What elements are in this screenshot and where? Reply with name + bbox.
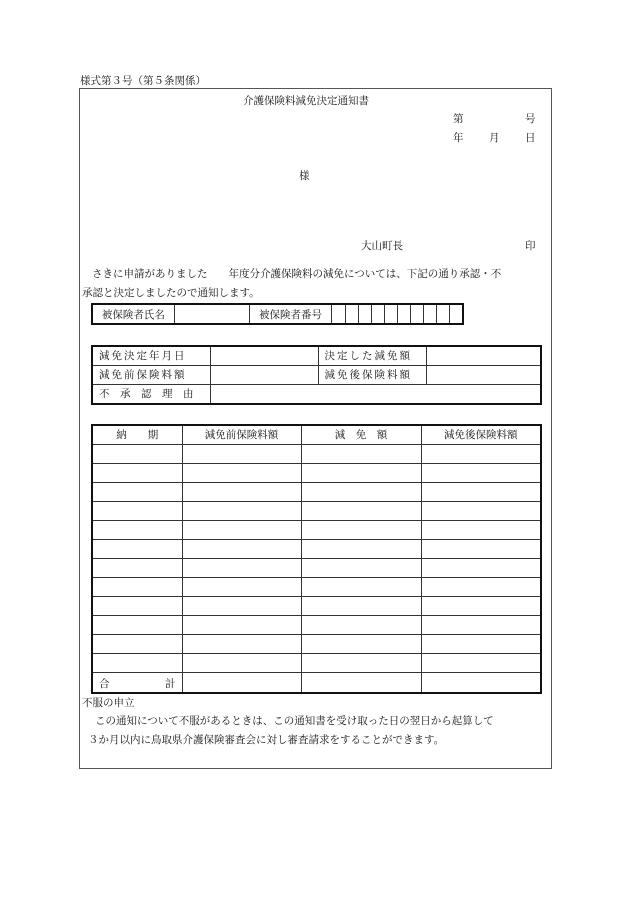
insured-number-digit[interactable]	[359, 304, 372, 324]
rejection-reason-field[interactable]	[210, 384, 541, 404]
schedule-row	[92, 463, 541, 482]
schedule-cell[interactable]	[182, 577, 301, 596]
schedule-cell[interactable]	[421, 634, 541, 653]
insured-number-digit[interactable]	[437, 304, 450, 324]
schedule-row	[92, 482, 541, 501]
schedule-row	[92, 634, 541, 653]
insured-number-digit[interactable]	[346, 304, 359, 324]
schedule-cell[interactable]	[421, 520, 541, 539]
schedule-cell[interactable]	[301, 501, 421, 520]
schedule-cell[interactable]	[182, 634, 301, 653]
schedule-cell[interactable]	[421, 501, 541, 520]
total-label-left: 合	[99, 677, 110, 690]
schedule-cell[interactable]	[301, 634, 421, 653]
schedule-row	[92, 520, 541, 539]
schedule-cell[interactable]	[421, 596, 541, 615]
decision-table	[91, 345, 542, 405]
schedule-cell[interactable]	[182, 463, 301, 482]
schedule-row	[92, 558, 541, 577]
schedule-header-after: 減免後保険料額	[421, 425, 541, 444]
insured-name-label: 被保険者氏名	[92, 304, 174, 324]
form-number-label: 様式第３号（第５条関係）	[80, 75, 206, 87]
schedule-cell[interactable]	[301, 463, 421, 482]
insured-number-digit[interactable]	[372, 304, 385, 324]
appeal-line-1: この通知について不服があるときは、この通知書を受け取った日の翌日から起算して	[95, 715, 494, 727]
date-year-label: 年	[453, 132, 464, 144]
schedule-header-before: 減免前保険料額	[182, 425, 301, 444]
intro-line-2: 承認と決定しましたので通知します。	[82, 287, 260, 299]
total-after-field[interactable]	[421, 672, 541, 693]
schedule-cell[interactable]	[301, 520, 421, 539]
insured-number-digit[interactable]	[411, 304, 424, 324]
notice-number-suffix: 号	[525, 113, 536, 125]
seal-label: 印	[525, 240, 536, 252]
schedule-cell[interactable]	[182, 501, 301, 520]
after-amount-label: 減免後保険料額	[318, 365, 426, 384]
insured-number-digit[interactable]	[450, 304, 463, 324]
addressee-suffix: 様	[299, 170, 310, 182]
schedule-cell[interactable]	[92, 463, 182, 482]
schedule-total-label	[92, 672, 182, 693]
notice-number-prefix: 第	[453, 113, 464, 125]
schedule-cell[interactable]	[92, 558, 182, 577]
schedule-cell[interactable]	[301, 653, 421, 672]
insured-number-digit[interactable]	[398, 304, 411, 324]
schedule-header-due: 納 期	[92, 425, 182, 444]
schedule-cell[interactable]	[421, 653, 541, 672]
schedule-cell[interactable]	[182, 444, 301, 463]
schedule-cell[interactable]	[421, 444, 541, 463]
schedule-cell[interactable]	[92, 444, 182, 463]
before-amount-label: 減免前保険料額	[92, 365, 210, 384]
schedule-cell[interactable]	[421, 539, 541, 558]
decision-date-field[interactable]	[210, 346, 318, 365]
schedule-cell[interactable]	[301, 615, 421, 634]
rejection-reason-label: 不 承 認 理 由	[92, 384, 210, 404]
insured-number-label: 被保険者番号	[249, 304, 331, 324]
schedule-row	[92, 615, 541, 634]
schedule-cell[interactable]	[182, 558, 301, 577]
total-before-field[interactable]	[182, 672, 301, 693]
schedule-cell[interactable]	[301, 444, 421, 463]
schedule-cell[interactable]	[182, 615, 301, 634]
schedule-header-reduction: 減 免 額	[301, 425, 421, 444]
schedule-cell[interactable]	[182, 539, 301, 558]
schedule-row	[92, 444, 541, 463]
schedule-cell[interactable]	[182, 653, 301, 672]
schedule-cell[interactable]	[301, 596, 421, 615]
insured-info-table	[91, 303, 464, 325]
schedule-row	[92, 501, 541, 520]
document-title: 介護保険料減免決定通知書	[243, 95, 369, 107]
appeal-heading: 不服の申立	[82, 697, 135, 709]
schedule-cell[interactable]	[182, 596, 301, 615]
schedule-cell[interactable]	[92, 596, 182, 615]
schedule-cell[interactable]	[92, 520, 182, 539]
schedule-cell[interactable]	[301, 539, 421, 558]
total-reduction-field[interactable]	[301, 672, 421, 693]
insured-number-digit[interactable]	[332, 304, 346, 324]
schedule-cell[interactable]	[301, 577, 421, 596]
schedule-cell[interactable]	[92, 501, 182, 520]
schedule-cell[interactable]	[421, 482, 541, 501]
schedule-cell[interactable]	[421, 577, 541, 596]
total-label-right: 計	[165, 677, 176, 690]
schedule-cell[interactable]	[182, 482, 301, 501]
schedule-cell[interactable]	[421, 558, 541, 577]
payment-schedule-table	[91, 424, 542, 694]
schedule-total-row	[92, 672, 541, 693]
insured-name-field[interactable]	[174, 304, 249, 324]
schedule-row	[92, 577, 541, 596]
date-day-label: 日	[525, 132, 536, 144]
schedule-row	[92, 596, 541, 615]
intro-line-1: さきに申請がありました 年度分介護保険料の減免については、下記の通り承認・不	[92, 268, 502, 280]
decided-amount-label: 決定した減免額	[318, 346, 426, 365]
insured-number-digit[interactable]	[385, 304, 398, 324]
schedule-cell[interactable]	[92, 539, 182, 558]
issuer-label: 大山町長	[361, 240, 403, 252]
schedule-cell[interactable]	[301, 558, 421, 577]
decision-date-label: 減免決定年月日	[92, 346, 210, 365]
before-amount-field[interactable]	[210, 365, 318, 384]
insured-number-digit[interactable]	[424, 304, 437, 324]
after-amount-field[interactable]	[426, 365, 541, 384]
schedule-row	[92, 653, 541, 672]
schedule-cell[interactable]	[92, 634, 182, 653]
schedule-cell[interactable]	[92, 653, 182, 672]
schedule-cell[interactable]	[92, 577, 182, 596]
schedule-cell[interactable]	[421, 463, 541, 482]
decided-amount-field[interactable]	[426, 346, 541, 365]
schedule-cell[interactable]	[182, 520, 301, 539]
date-month-label: 月	[489, 132, 500, 144]
appeal-line-2: ３か月以内に鳥取県介護保険審査会に対し審査請求をすることができます。	[88, 734, 445, 746]
schedule-cell[interactable]	[421, 615, 541, 634]
schedule-cell[interactable]	[92, 615, 182, 634]
schedule-cell[interactable]	[301, 482, 421, 501]
schedule-cell[interactable]	[92, 482, 182, 501]
schedule-row	[92, 539, 541, 558]
